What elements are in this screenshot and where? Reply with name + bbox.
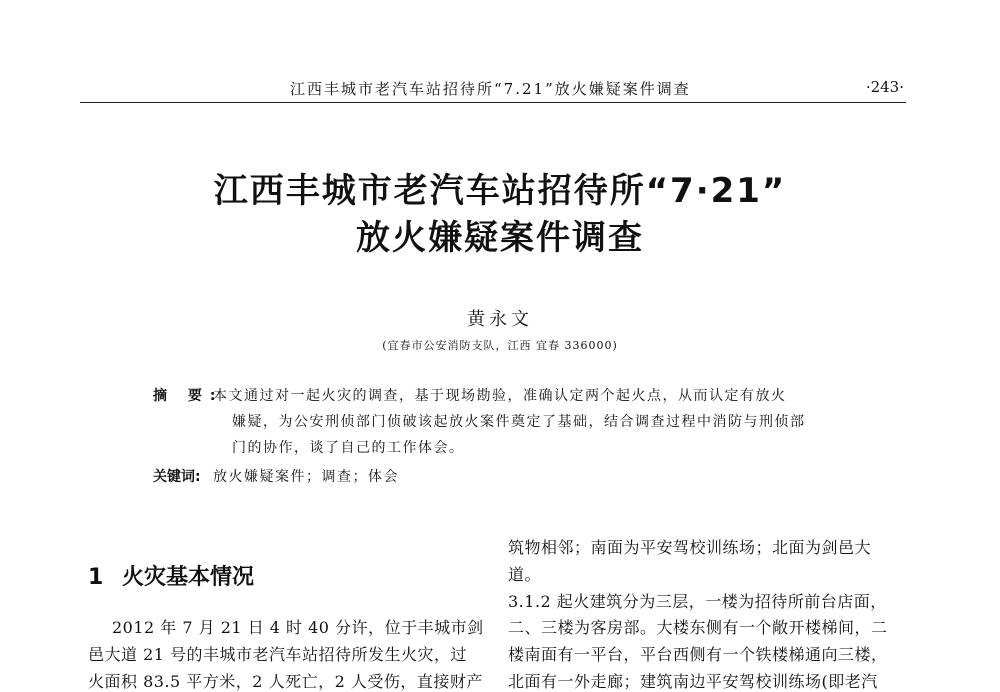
right-body-line-6: 北面有一外走廊；建筑南边平安驾校训练场(即老汽 <box>508 672 878 691</box>
abstract-label: 摘 要: <box>153 388 224 404</box>
left-body-line-3: 火面积 83.5 平方米，2 人死亡，2 人受伤，直接财产 <box>88 672 483 691</box>
abstract-line-3: 门的协作，谈了自己的工作体会。 <box>232 440 465 456</box>
section-number: 1 <box>88 565 104 590</box>
section-heading <box>88 560 254 591</box>
running-header <box>80 72 906 103</box>
right-body-line-4: 二、三楼为客房部。大楼东侧有一个敞开楼梯间，二 <box>508 618 888 637</box>
article-title-line-2: 放火嫌疑案件调查 <box>356 218 644 258</box>
right-body-line-1: 筑物相邻；南面为平安驾校训练场；北面为剑邑大 <box>508 538 872 557</box>
keywords-text: 放火嫌疑案件；调查；体会 <box>213 469 399 485</box>
left-body-line-1: 2012 年 7 月 21 日 4 时 40 分许，位于丰城市剑 <box>112 618 484 637</box>
author-affiliation: (宜春市公安消防支队，江西 宜春 336000) <box>382 339 618 352</box>
abstract-line-1: 本文通过对一起火灾的调查，基于现场勘验，准确认定两个起火点，从而认定有放火 <box>213 388 787 404</box>
right-body-line-2: 道。 <box>508 565 542 584</box>
page-number: ·243· <box>865 78 904 96</box>
left-body-line-2: 邑大道 21 号的丰城市老汽车站招待所发生火灾，过 <box>88 645 468 664</box>
article-title-line-1: 江西丰城市老汽车站招待所“7·21” <box>213 171 787 211</box>
abstract-line-2: 嫌疑，为公安刑侦部门侦破该起放火案件奠定了基础，结合调查过程中消防与刑侦部 <box>232 414 806 430</box>
right-body-line-5: 楼南面有一平台，平台西侧有一个铁楼梯通向三楼， <box>508 645 888 664</box>
section-title: 火灾基本情况 <box>122 565 255 590</box>
author-name: 黄永文 <box>467 309 533 330</box>
keywords-label: 关键词: <box>153 469 201 485</box>
right-body-line-3: 3.1.2 起火建筑分为三层，一楼为招待所前台店面， <box>508 592 887 611</box>
running-title: 江西丰城市老汽车站招待所“7.21”放火嫌疑案件调查 <box>290 80 691 98</box>
